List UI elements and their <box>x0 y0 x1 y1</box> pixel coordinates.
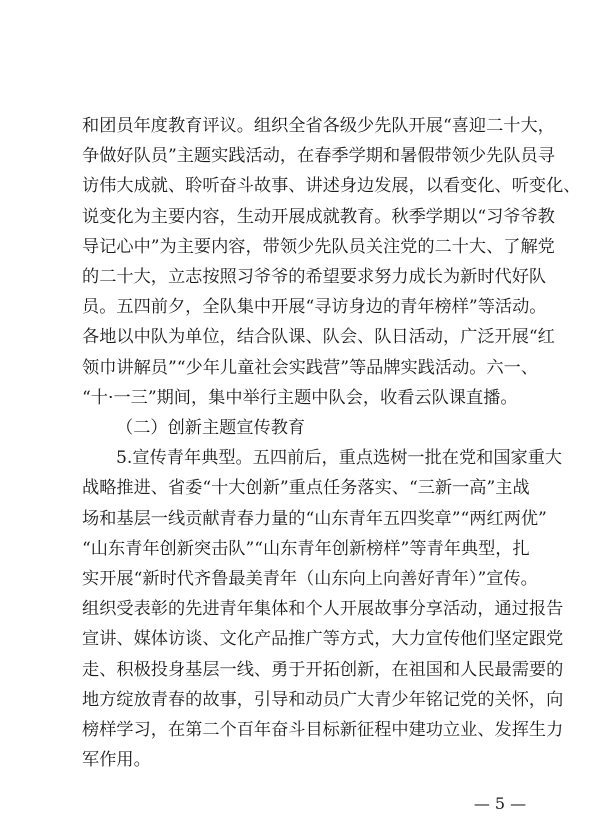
body-text-line: 宣讲、媒体访谈、文化产品推广等方式，大力宣传他们坚定跟党 <box>82 629 564 650</box>
body-text-line: 的二十大，立志按照习爷爷的希望要求努力成长为新时代好队 <box>82 267 547 287</box>
body-text-line: “十·一三”期间，集中举行主题中队会，收看云队课直播。 <box>82 387 518 408</box>
body-text-line: 走、积极投身基层一线、勇于开拓创新，在祖国和人民最需要的 <box>82 659 564 680</box>
body-text-line: 访伟大成就、聆听奋斗故事、讲述身边发展，以看变化、听变化、 <box>82 176 581 197</box>
section-heading: （二）创新主题宣传教育 <box>116 418 306 438</box>
body-text-line: 榜样学习，在第二个百年奋斗目标新征程中建功立业、发挥生力 <box>82 720 564 740</box>
body-text-line: 场和基层一线贡献青春力量的“山东青年五四奖章”“两红两优” <box>82 508 547 529</box>
body-text-line: 导记心中”为主要内容，带领少先队员关注党的二十大、了解党 <box>82 236 555 257</box>
body-text-line: 军作用。 <box>82 750 151 771</box>
body-text-line: 战略推进、省委“十大创新”重点任务落实、“三新一高”主战 <box>82 478 530 499</box>
body-text-line: 领巾讲解员”“少年儿童社会实践营”等品牌实践活动。六一、 <box>82 357 539 378</box>
body-text-line: 实开展“新时代齐鲁最美青年（山东向上向善好青年）”宣传。 <box>82 569 538 589</box>
body-text-line: 说变化为主要内容，生动开展成就教育。秋季学期以“习爷爷教 <box>82 206 555 227</box>
body-text-line: 地方绽放青春的故事，引导和动员广大青少年铭记党的关怀，向 <box>82 689 564 710</box>
body-text-line: “山东青年创新突击队”“山东青年创新榜样”等青年典型，扎 <box>82 538 530 559</box>
body-text-line: 争做好队员”主题实践活动，在春季学期和暑假带领少先队员寻 <box>82 146 555 167</box>
body-text-line: 和团员年度教育评议。组织全省各级少先队开展“喜迎二十大， <box>82 116 555 136</box>
body-text-line: 5.宣传青年典型。五四前后，重点选树一批在党和国家重大 <box>116 448 563 469</box>
page-number: — 5 — <box>473 794 527 813</box>
body-text-line: 员。五四前夕，全队集中开展“寻访身边的青年榜样”等活动。 <box>82 297 547 318</box>
body-text-line: 组织受表彰的先进青年集体和个人开展故事分享活动，通过报告 <box>82 599 564 620</box>
body-text-line: 各地以中队为单位，结合队课、队会、队日活动，广泛开展“红 <box>82 327 555 348</box>
